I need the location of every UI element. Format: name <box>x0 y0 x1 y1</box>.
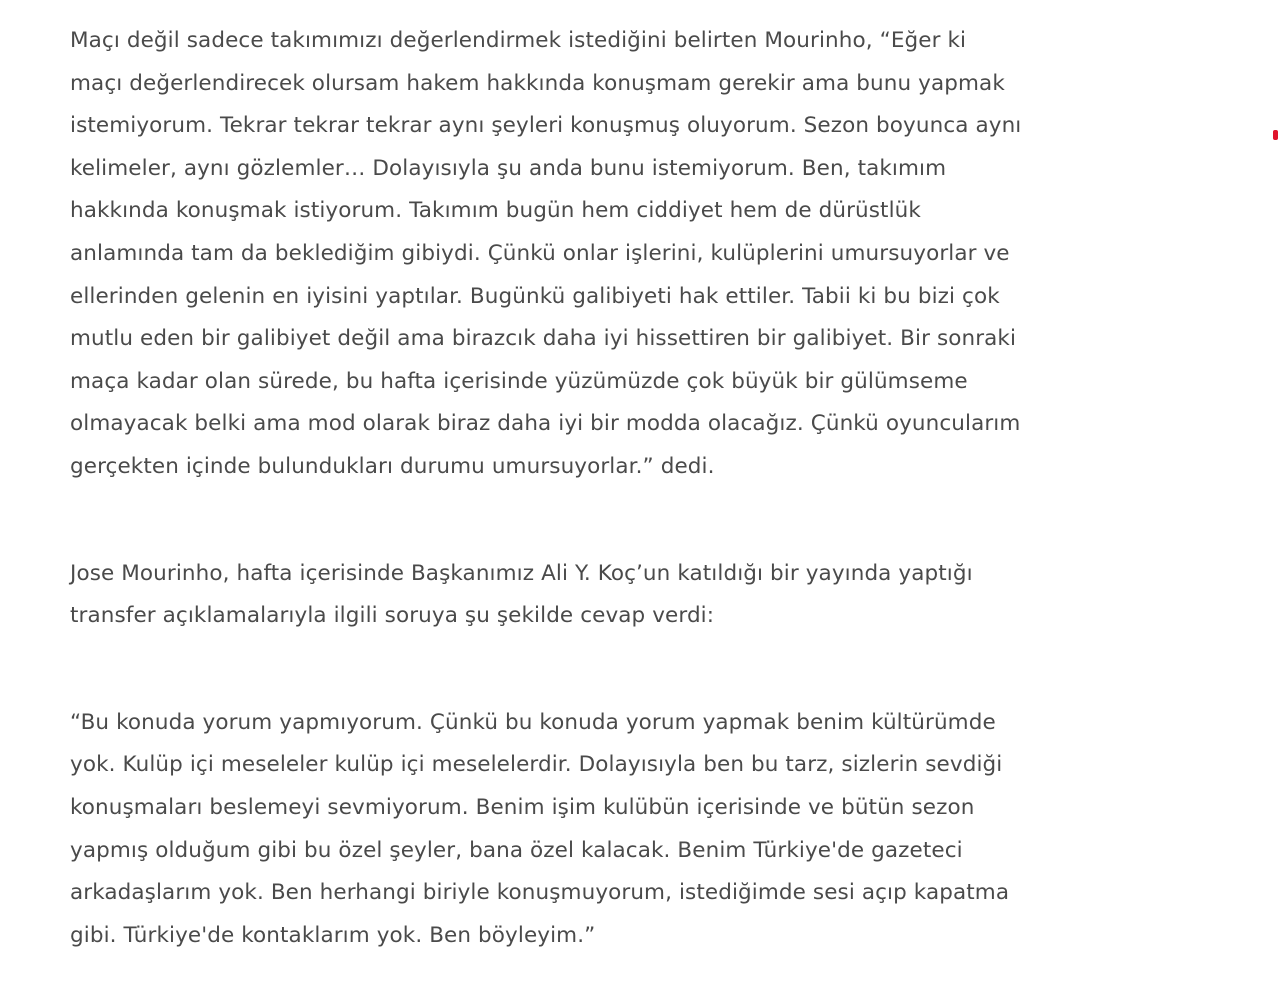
paragraph-transfer-question <box>70 553 1130 638</box>
text-line: gerçekten içinde bulundukları durumu umursuyorlar.” dedi. <box>70 453 715 479</box>
text-line: anlamında tam da beklediğim gibiydi. Çünkü onlar işlerini, kulüplerini umursuyorlar ve <box>70 240 1010 266</box>
text-line: maça kadar olan sürede, bu hafta içerisinde yüzümüzde çok büyük bir gülümseme <box>70 368 968 394</box>
text-line: konuşmaları beslemeyi sevmiyorum. Benim işim kulübün içerisinde ve bütün sezon <box>70 794 975 820</box>
text-line: yapmış olduğum gibi bu özel şeyler, bana özel kalacak. Benim Türkiye'de gazeteci <box>70 837 963 863</box>
text-line: olmayacak belki ama mod olarak biraz daha iyi bir modda olacağız. Çünkü oyuncularım <box>70 411 1021 437</box>
text-line: Maçı değil sadece takımımızı değerlendirmek istediğini belirten Mourinho, “Eğer ki <box>70 28 967 53</box>
text-line: Jose Mourinho, hafta içerisinde Başkanımız Ali Y. Koç’un katıldığı bir yayında yaptığı <box>70 560 973 586</box>
paragraph-mourinho-quote <box>70 702 1130 958</box>
text-line: gibi. Türkiye'de kontaklarım yok. Ben böyleyim.” <box>70 922 596 948</box>
paragraph-spacer <box>70 638 1130 702</box>
paragraph-mourinho-statement <box>70 20 1130 489</box>
paragraph-spacer <box>70 489 1130 553</box>
text-line: yok. Kulüp içi meseleler kulüp içi meselelerdir. Dolayısıyla ben bu tarz, sizlerin sevdiği <box>70 752 1003 778</box>
text-line: hakkında konuşmak istiyorum. Takımım bugün hem ciddiyet hem de dürüstlük <box>70 198 921 224</box>
text-line: maçı değerlendirecek olursam hakem hakkında konuşmam gerekir ama bunu yapmak <box>70 70 1005 96</box>
text-line: arkadaşlarım yok. Ben herhangi biriyle konuşmuyorum, istediğimde sesi açıp kapatma <box>70 880 1010 906</box>
text-line: ellerinden gelenin en iyisini yaptılar. Bugünkü galibiyeti hak ettiler. Tabii ki bu bizi çok <box>70 283 1000 309</box>
text-line: transfer açıklamalarıyla ilgili soruya şu şekilde cevap verdi: <box>70 603 715 629</box>
text-line: “Bu konuda yorum yapmıyorum. Çünkü bu konuda yorum yapmak benim kültürümde <box>70 709 996 735</box>
text-line: kelimeler, aynı gözlemler… Dolayısıyla şu anda bunu istemiyorum. Ben, takımım <box>70 155 947 181</box>
red-edge-marker <box>1273 130 1278 140</box>
article-body <box>70 20 1130 957</box>
text-line: istemiyorum. Tekrar tekrar tekrar aynı şeyleri konuşmuş oluyorum. Sezon boyunca aynı <box>70 113 1022 139</box>
text-line: mutlu eden bir galibiyet değil ama birazcık daha iyi hissettiren bir galibiyet. Bir sonraki <box>70 326 1017 352</box>
